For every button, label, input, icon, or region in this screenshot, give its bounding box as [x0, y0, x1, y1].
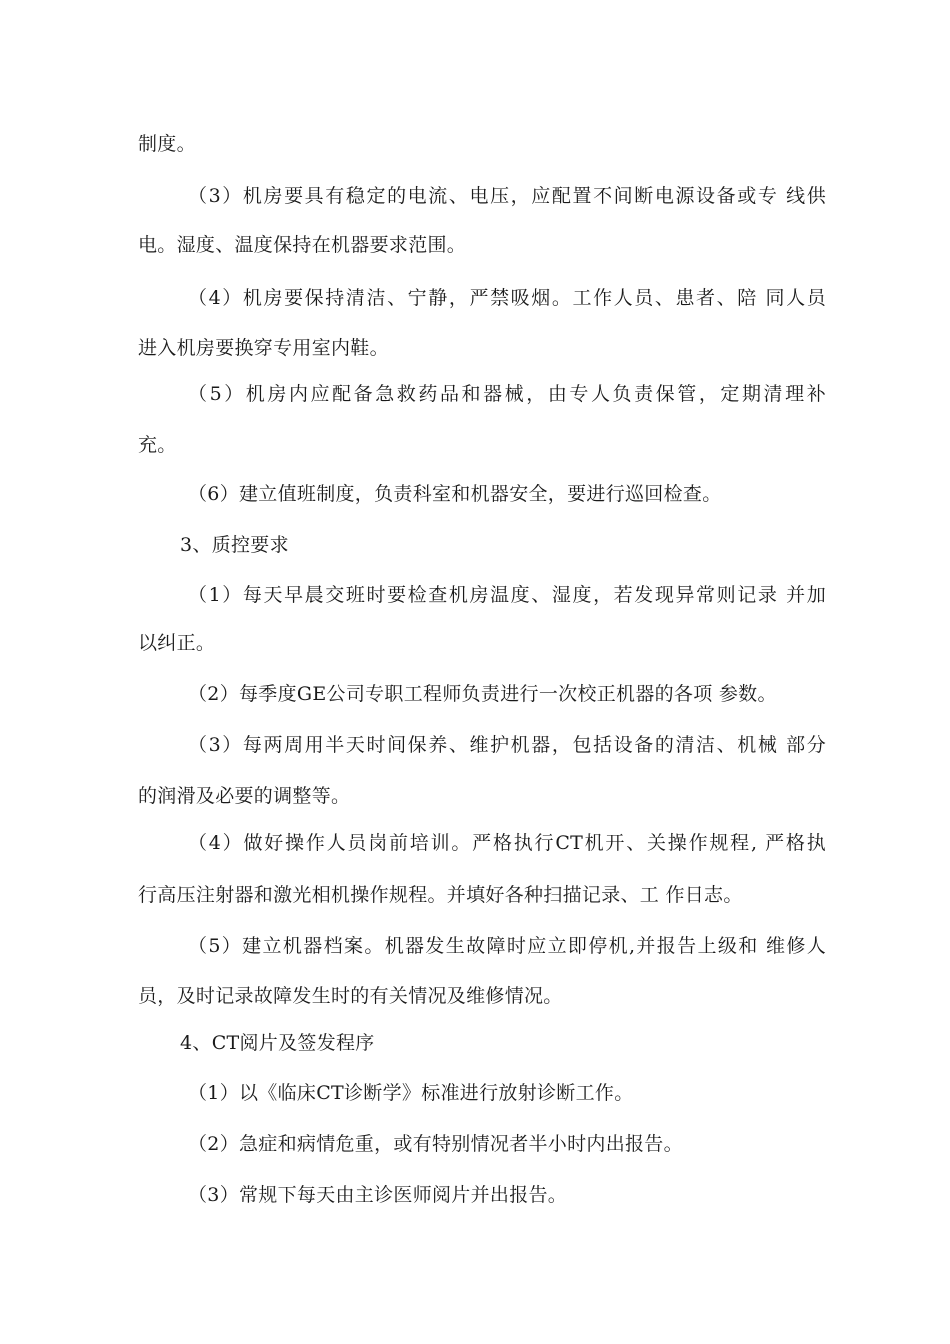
text-line: 充。 — [138, 434, 177, 456]
text-line: （6）建立值班制度，负责科室和机器安全，要进行巡回检查。 — [188, 483, 722, 505]
section-heading: 3、质控要求 — [180, 534, 289, 556]
text-line: 制度。 — [138, 133, 196, 155]
text-line: （4）做好操作人员岗前培训。严格执行CT机开、关操作规程, 严格执 — [188, 832, 826, 854]
text-line: （1）以《临床CT诊断学》标准进行放射诊断工作。 — [188, 1082, 634, 1104]
text-line: （2）每季度GE公司专职工程师负责进行一次校正机器的各项 参数。 — [188, 683, 777, 705]
text-line: （5）建立机器档案。机器发生故障时应立即停机,并报告上级和 维修人 — [188, 935, 826, 957]
text-line: （3）每两周用半天时间保养、维护机器，包括设备的清洁、机械 部分 — [188, 734, 826, 756]
text-line: 行高压注射器和激光相机操作规程。并填好各种扫描记录、工 作日志。 — [138, 884, 743, 906]
text-line: （3）常规下每天由主诊医师阅片并出报告。 — [188, 1184, 568, 1206]
text-line: （2）急症和病情危重，或有特别情况者半小时内出报告。 — [188, 1133, 683, 1155]
text-line: （4）机房要保持清洁、宁静，严禁吸烟。工作人员、患者、陪 同人员 — [188, 287, 826, 309]
text-line: 进入机房要换穿专用室内鞋。 — [138, 337, 389, 359]
text-line: （3）机房要具有稳定的电流、电压，应配置不间断电源设备或专 线供 — [188, 185, 826, 207]
text-line: 员，及时记录故障发生时的有关情况及维修情况。 — [138, 985, 563, 1007]
text-line: 的润滑及必要的调整等。 — [138, 785, 351, 807]
text-line: 以纠正。 — [138, 632, 216, 654]
text-line: （5）机房内应配备急救药品和器械，由专人负责保管，定期清理补 — [188, 383, 826, 405]
text-line: （1）每天早晨交班时要检查机房温度、湿度，若发现异常则记录 并加 — [188, 584, 826, 606]
section-heading: 4、CT阅片及签发程序 — [180, 1032, 375, 1054]
text-line: 电。湿度、温度保持在机器要求范围。 — [138, 234, 467, 256]
